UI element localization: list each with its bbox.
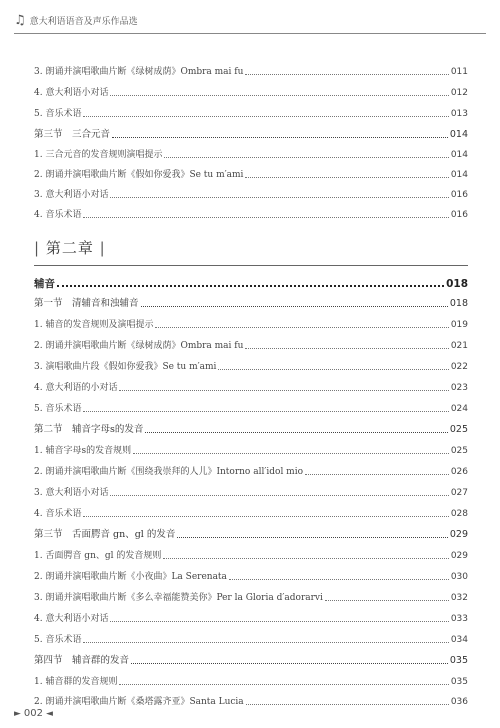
toc-entry[interactable]: 2. 朗诵并演唱歌曲片断《小夜曲》La Serenata 030: [34, 572, 468, 582]
toc-entry[interactable]: 4. 意大利语的小对话 023: [34, 383, 468, 393]
toc-entry[interactable]: 1. 辅音字母s的发音规则 025: [34, 446, 468, 456]
header-rule: [14, 33, 486, 34]
toc-entry[interactable]: 2. 朗诵并演唱歌曲片断《绿树成荫》Ombra mai fu 021: [34, 341, 468, 351]
toc-entry[interactable]: 5. 音乐术语 013: [34, 109, 468, 119]
toc-entry[interactable]: 4. 意大利语小对话 033: [34, 614, 468, 624]
chapter-rule: [34, 265, 468, 266]
toc-section[interactable]: 第四节 辅音群的发音 035: [34, 655, 468, 666]
toc-section[interactable]: 第二节 辅音字母s的发音 025: [34, 424, 468, 435]
toc-entry[interactable]: 5. 音乐术语 034: [34, 635, 468, 645]
chapter-title: 第二章: [45, 239, 94, 257]
toc-entry[interactable]: 3. 朗诵并演唱歌曲片断《绿树成荫》Ombra mai fu 011: [34, 67, 468, 77]
toc-entry[interactable]: 2. 朗诵并演唱歌曲片断《桑塔露齐亚》Santa Lucia 036: [34, 697, 468, 707]
music-note-icon: ♫: [14, 12, 26, 28]
toc-entry[interactable]: 3. 意大利语小对话 027: [34, 488, 468, 498]
book-title: 意大利语语音及声乐作品选: [29, 16, 138, 27]
toc-section[interactable]: 第三节 三合元音 014: [34, 129, 468, 140]
toc-entry[interactable]: 1. 辅音群的发音规则 035: [34, 677, 468, 687]
toc-entry[interactable]: 2. 朗诵并演唱歌曲片断《围绕我崇拜的人儿》Intorno all′idol mio 026: [34, 467, 468, 477]
toc-section[interactable]: 第三节 舌面腭音 gn、gl 的发音 029: [34, 529, 468, 540]
toc-entry[interactable]: 1. 舌面腭音 gn、gl 的发音规则 029: [34, 551, 468, 561]
chapter-heading: [34, 237, 106, 258]
toc-entry[interactable]: 4. 意大利语小对话 012: [34, 88, 468, 98]
arrow-right-icon: ►: [14, 708, 21, 719]
toc-part[interactable]: 辅音 018: [34, 278, 468, 290]
toc-entry[interactable]: 2. 朗诵并演唱歌曲片断《假如你爱我》Se tu m′ami 014: [34, 170, 468, 180]
chapter-bar-left: |: [34, 239, 41, 257]
running-header: [14, 8, 138, 32]
toc-entry[interactable]: 4. 音乐术语 016: [34, 210, 468, 220]
page-footer: [14, 708, 53, 719]
toc-entry[interactable]: 3. 意大利语小对话 016: [34, 190, 468, 200]
page-number: 002: [23, 708, 44, 719]
toc-entry[interactable]: 3. 演唱歌曲片段《假如你爱我》Se tu m′ami 022: [34, 362, 468, 372]
toc-entry[interactable]: 3. 朗诵并演唱歌曲片断《多么幸福能赞美你》Per la Gloria d′adorarvi 032: [34, 593, 468, 603]
toc-section[interactable]: 第一节 清辅音和浊辅音 018: [34, 298, 468, 309]
toc-entry[interactable]: 1. 辅音的发音规则及演唱提示 019: [34, 320, 468, 330]
arrow-left-icon: ◄: [46, 708, 53, 719]
chapter-bar-right: |: [99, 239, 106, 257]
toc-entry[interactable]: 1. 三合元音的发音规则演唱提示 014: [34, 150, 468, 160]
toc-entry[interactable]: 5. 音乐术语 024: [34, 404, 468, 414]
toc-entry[interactable]: 4. 音乐术语 028: [34, 509, 468, 519]
